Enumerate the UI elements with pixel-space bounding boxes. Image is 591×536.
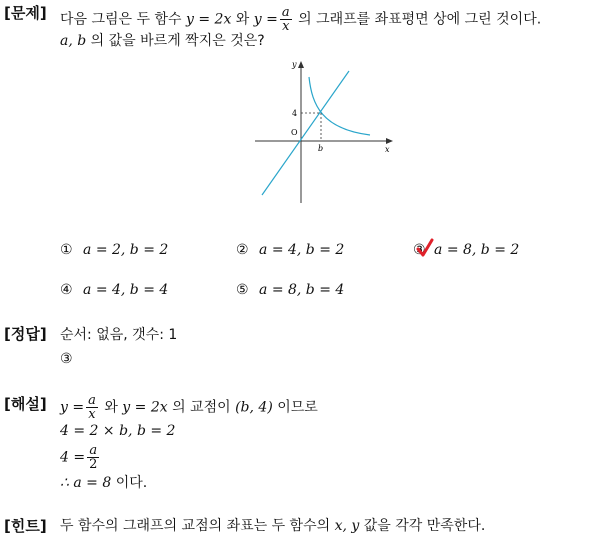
choice-3-text: a = 8, b = 2	[434, 242, 520, 258]
choice-2[interactable]	[236, 242, 344, 258]
explanation-line-3: 4 = $\frac{a}{2}$	[60, 443, 98, 472]
explanation-line-2: 4 = 2 × b, b = 2	[60, 423, 176, 439]
hint-line: 두 함수의 그래프의 교점의 좌표는 두 함수의 x, y 값을 각각 만족한다.	[60, 518, 486, 534]
problem-line-2: a, b 의 값을 바르게 짝지은 것은?	[60, 33, 265, 49]
fraction-a-over-x: $\frac{a}{x}$	[281, 5, 290, 34]
choice-5-marker: ⑤	[236, 282, 249, 298]
line-y-2x	[262, 71, 349, 195]
choice-3-marker: ③	[413, 242, 426, 258]
fraction-a-over-x-2: $\frac{a}{x}$	[88, 393, 96, 422]
answer-tag: [정답]	[4, 325, 47, 343]
choice-4-marker: ④	[60, 282, 73, 298]
choice-5-text: a = 8, b = 4	[259, 282, 345, 298]
choice-4[interactable]	[60, 282, 168, 298]
choice-1-marker: ①	[60, 242, 73, 258]
checkmark-icon	[416, 238, 434, 258]
explanation-tag: [해설]	[4, 395, 47, 413]
x-tick-b: b	[318, 144, 324, 153]
choice-3[interactable]	[413, 242, 519, 258]
y-axis-label: y	[292, 60, 297, 69]
choice-2-text: a = 4, b = 2	[259, 242, 345, 258]
origin-label: O	[291, 128, 298, 137]
hyperbola-y-a-over-x	[309, 77, 370, 135]
x-axis-arrow	[386, 138, 393, 144]
choice-1[interactable]	[60, 242, 168, 258]
choice-3-marker-wrap	[413, 242, 426, 258]
choice-2-marker: ②	[236, 242, 249, 258]
answer-line-2: ③	[60, 351, 73, 367]
x-axis-label: x	[385, 145, 390, 154]
choice-4-text: a = 4, b = 4	[83, 282, 169, 298]
fraction-a-over-2: $\frac{a}{2}$	[89, 443, 98, 472]
problem-line-1: 다음 그림은 두 함수 y = 2x 와 y = $\frac{a}{x}$ 의 그래프를 좌표평면 상에 그린 것이다.	[60, 5, 542, 34]
explanation-line-1: y = $\frac{a}{x}$ 와 y = 2x 의 교점이 (b, 4) 이므로	[60, 393, 318, 422]
y-axis-arrow	[298, 61, 304, 68]
y-tick-4: 4	[292, 109, 298, 118]
choice-1-text: a = 2, b = 2	[83, 242, 169, 258]
function-graph	[250, 55, 400, 205]
explanation-line-4: ∴ a = 8 이다.	[60, 475, 148, 491]
answer-line-1: 순서: 없음, 갯수: 1	[60, 327, 178, 343]
hint-tag: [힌트]	[4, 517, 47, 535]
problem-tag: [문제]	[4, 4, 47, 22]
choice-5[interactable]	[236, 282, 344, 298]
